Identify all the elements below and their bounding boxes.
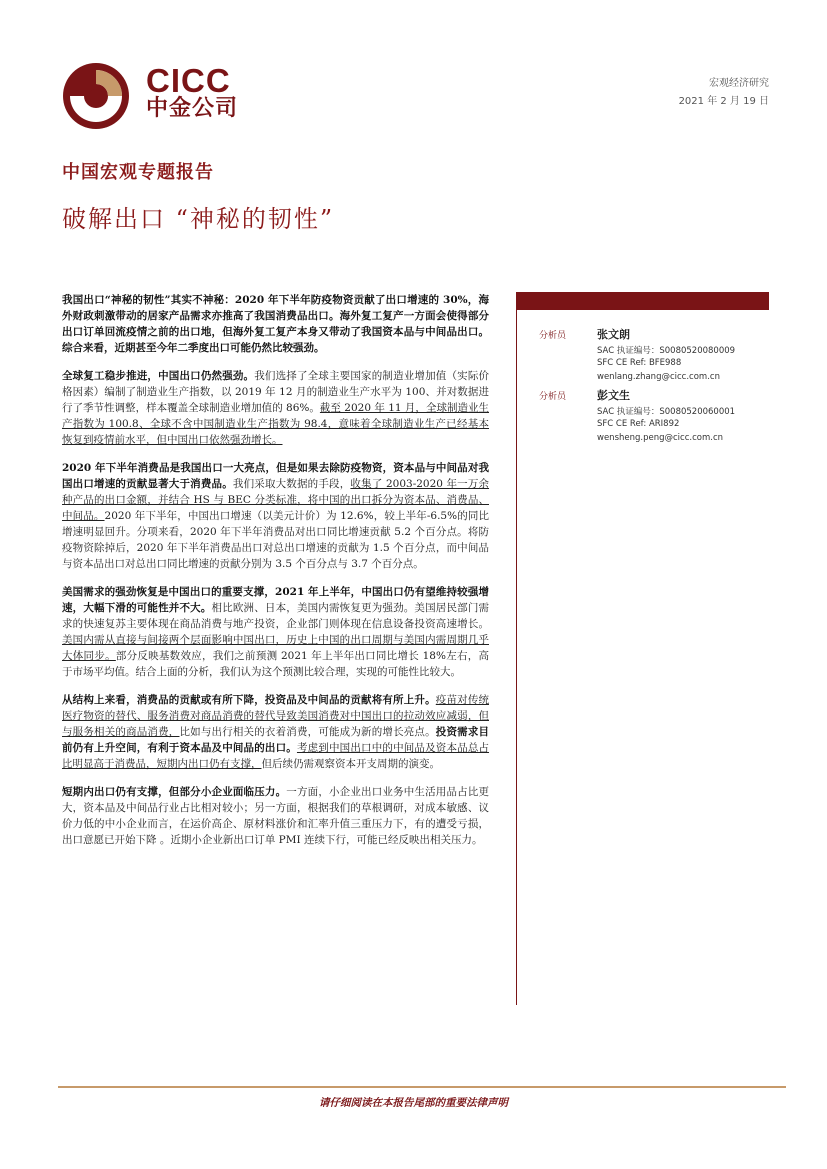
summary-paragraph [62,692,489,772]
paragraph-tail-secondary: 但后续仍需观察资本开支周期的演变。 [261,758,440,770]
sidebar-header-bar [517,292,769,310]
paragraph-underline: 疫苗对传统医疗物资的替代、服务消费对商品消费的替代导致美国消费对中国出口的拉动效应减弱，但与服务相关的商品消费， [62,694,489,738]
paragraph-tail: 部分反映基数效应，我们之前预测 2021 年上半年出口同比增长 18%左右，高于市场平均值。结合上面的分析，我们认为这个预测比较合理，实现的可能性比较大。 [62,650,489,678]
summary-paragraph [62,460,489,572]
paragraph-underline-secondary: 考虑到中国出口中的中间品及资本品总占比明显高于消费品，短期内出口仍有支撑， [62,742,490,770]
analyst-role: 分析员 [539,392,567,402]
analyst-sidebar [516,292,769,1005]
paragraph-lead-secondary: 投资需求目前仍有上升空间，有利于资本品及中间品的出口。 [62,726,490,754]
analyst-role: 分析员 [539,331,567,341]
legal-disclaimer: 请仔细阅读在本报告尾部的重要法律声明 [319,1097,508,1109]
brand-name-cn: 中金公司 [146,96,239,121]
paragraph-lead: 短期内出口仍有支撑，但部分小企业面临压力。 [62,786,287,798]
paragraph-lead: 从结构上来看，消费品的贡献或有所下降，投资品及中间品的贡献将有所上升。 [62,694,436,706]
paragraph-lead: 我国出口“神秘的韧性”其实不神秘：2020 年下半年防疫物资贡献了出口增速的 30%，海外财政刺激带动的居家产品需求亦推高了我国消费品出口。海外复工复产一方面会使得部分出口订单回流疫情之前的出口地，但海外复工复产本身又带动了我国资本品与中间品出口。综合来看，近期甚至今年二季度出口可能仍然比较强劲。 [62,294,489,354]
summary-paragraph [62,292,489,356]
paragraph-tail: 2020 年下半年，中国出口增速（以美元计价）为 12.6%，较上半年-6.5%的同比增速明显回升。分项来看，2020 年下半年消费品对出口同比增速贡献 5.2 个百分点。将防疫物资除掉后，2020 年下半年消费品出口对总出口增速的贡献为 1.5 个百分点，而中间品与资本品出口对总出口同比增速的贡献分别为 3.5 个百分点与 3.7 个百分点。 [62,510,489,570]
analyst-sac: SAC 执证编号：S0080520080009 [597,346,736,356]
paragraph-lead: 2020 年下半年消费品是我国出口一大亮点，但是如果去除防疫物资，资本品与中间品对我国出口增速的贡献显著大于消费品。 [62,462,489,490]
report-date: 2021 年 2 月 19 日 [678,96,769,107]
summary-paragraph [62,784,489,848]
paragraph-tail: 比如与出行相关的衣着消费，可能成为新的增长亮点。 [179,726,436,738]
brand-name-en: CICC [146,62,231,99]
analyst-email[interactable]: wensheng.peng@cicc.com.cn [597,433,724,443]
paragraph-body: 我们选择了全球主要国家的制造业增加值（实际价格因素）编制了制造业生产指数，以 2019 年 12 月的制造业生产水平为 100、并对数据进行了季节性调整，样本覆盖全球制造业增加值的 86%。 [62,370,490,414]
report-type: 中国宏观专题报告 [62,162,214,183]
summary-column [62,292,489,860]
footer-divider [58,1086,786,1088]
analyst-sfc: SFC CE Ref: BFE988 [597,358,682,368]
paragraph-underline: 收集了 2003-2020 年一万余种产品的出口金额，并结合 HS 与 BEC 分类标准，将中国的出口拆分为资本品、消费品、中间品。 [62,478,490,522]
analyst-name: 张文朗 [597,328,630,341]
summary-paragraph [62,368,489,448]
paragraph-underline: 美国内需从直接与间接两个层面影响中国出口，历史上中国的出口周期与美国内需周期几乎大体同步。 [62,634,489,662]
paragraph-lead: 美国需求的强劲恢复是中国出口的重要支撑，2021 年上半年，中国出口仍有望维持较强增速，大幅下滑的可能性并不大。 [62,586,489,614]
paragraph-body: 相比欧洲、日本，美国内需恢复更为强劲。美国居民部门需求的快速复苏主要体现在商品消费与地产投资，企业部门则体现在信息设备投资高速增长。 [62,602,490,630]
analyst-sac: SAC 执证编号：S0080520060001 [597,407,736,417]
analyst-sfc: SFC CE Ref: ARI892 [597,419,680,429]
analyst-name: 彭文生 [597,389,630,402]
cicc-logo-icon [62,62,130,130]
report-title: 破解出口 “神秘的韧性” [62,205,335,233]
summary-paragraph [62,584,489,680]
paragraph-body: 一方面，小企业出口业务中生活用品占比更大，资本品及中间品行业占比相对较小；另一方面，根据我们的草根调研，对成本敏感、议价力低的中小企业而言，在运价高企、原材料涨价和汇率升值三重压力下，有的遭受亏损，出口意愿已开始下降 。近期小企业新出口订单 PMI 连续下行，可能已经反映出相关压力。 [62,786,490,846]
paragraph-lead: 全球复工稳步推进，中国出口仍然强劲。 [62,370,255,382]
report-category: 宏观经济研究 [709,78,769,89]
paragraph-underline: 截至 2020 年 11 月，全球制造业生产指数为 100.8、全球不含中国制造业生产指数为 98.4，意味着全球制造业生产已经基本恢复到疫情前水平，但中国出口依然强劲增长。 [62,402,489,446]
analyst-email[interactable]: wenlang.zhang@cicc.com.cn [597,372,720,382]
paragraph-body: 我们采取大数据的手段， [232,478,351,490]
